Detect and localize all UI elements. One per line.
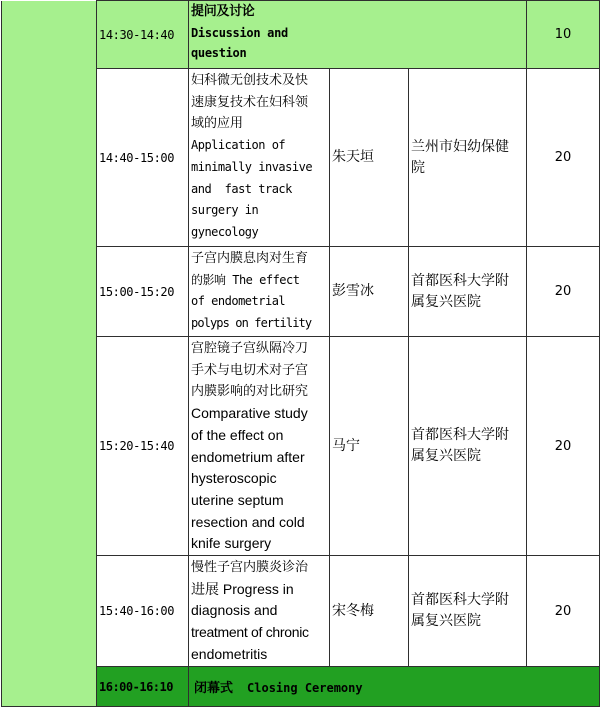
closing-time: 16:00-16:10: [97, 667, 189, 707]
title-line: resection and cold: [191, 513, 305, 530]
title-line: endometritis: [191, 645, 268, 662]
title-line: knife surgery: [191, 535, 272, 552]
closing-label: [189, 667, 600, 707]
row-minutes: 20: [527, 69, 600, 247]
row-time: 15:40-16:00: [97, 556, 189, 667]
row-minutes: 20: [527, 247, 600, 337]
schedule-row-discussion: [2, 1, 600, 69]
row-speaker: 马宁: [330, 337, 409, 556]
institution-line: 首都医科大学附: [411, 272, 509, 289]
title-line: endometrium after: [191, 448, 305, 465]
title-line: 内膜影响的对比研究: [191, 384, 309, 400]
row-speaker: 彭雪冰: [330, 247, 409, 337]
title-line: gynecology: [191, 224, 259, 239]
title-line: polyps on fertility: [191, 316, 312, 331]
closing-label-cn: 闭幕式: [194, 681, 234, 697]
row-title: [189, 556, 330, 667]
title-line: Discussion and: [191, 25, 288, 40]
title-line: uterine septum: [191, 491, 284, 508]
title-line: 子宫内膜息肉对生育: [191, 251, 309, 266]
row-title: [189, 69, 330, 247]
title-line: Application of: [191, 138, 286, 153]
title-line: and fast track: [191, 181, 292, 196]
title-line: 的影响 The effect: [191, 272, 300, 287]
session-side-cell: [2, 1, 97, 707]
title-line: Comparative study: [191, 405, 308, 422]
row-minutes: 20: [527, 337, 600, 556]
title-line: question: [191, 46, 247, 60]
title-line: minimally invasive: [191, 159, 313, 174]
title-line: treatment of chronic: [191, 624, 309, 641]
title-line: surgery in: [191, 203, 259, 218]
title-line: 慢性子宫内膜炎诊治: [191, 560, 309, 576]
row-institution: [409, 556, 527, 667]
title-line: 进展 Progress in: [191, 580, 294, 597]
row-minutes: 10: [527, 1, 600, 69]
row-title: [189, 1, 527, 69]
row-institution: [409, 337, 527, 556]
title-line: diagnosis and: [191, 602, 278, 619]
institution-line: 首都医科大学附: [411, 592, 509, 609]
row-time: 14:30-14:40: [97, 1, 189, 69]
row-title: [189, 337, 330, 556]
closing-label-en: Closing Ceremony: [247, 681, 363, 696]
row-time: 14:40-15:00: [97, 69, 189, 247]
title-line: 域的应用: [191, 116, 244, 132]
institution-line: 属复兴医院: [411, 613, 481, 630]
row-title: [189, 247, 330, 337]
institution-line: 属复兴医院: [411, 293, 481, 310]
title-line: 速康复技术在妇科领: [191, 94, 309, 110]
row-time: 15:00-15:20: [97, 247, 189, 337]
title-line: of the effect on: [191, 426, 284, 443]
title-line: 手术与电切术对子宫: [191, 362, 309, 378]
institution-line: 属复兴医院: [411, 448, 481, 465]
row-institution: [409, 247, 527, 337]
row-speaker: 朱天垣: [330, 69, 409, 247]
row-speaker: 宋冬梅: [330, 556, 409, 667]
title-line: hysteroscopic: [191, 470, 277, 487]
institution-line: 院: [411, 159, 425, 176]
institution-line: 兰州市妇幼保健: [411, 138, 509, 155]
schedule-table: [1, 0, 600, 707]
title-line: of endometrial: [191, 294, 286, 309]
title-line: 妇科微无创技术及快: [191, 73, 309, 88]
row-time: 15:20-15:40: [97, 337, 189, 556]
row-minutes: 20: [527, 556, 600, 667]
title-line: 宫腔镜子宫纵隔冷刀: [191, 341, 309, 356]
institution-line: 首都医科大学附: [411, 427, 509, 444]
row-institution: [409, 69, 527, 247]
title-line-cn: 提问及讨论: [191, 4, 255, 19]
